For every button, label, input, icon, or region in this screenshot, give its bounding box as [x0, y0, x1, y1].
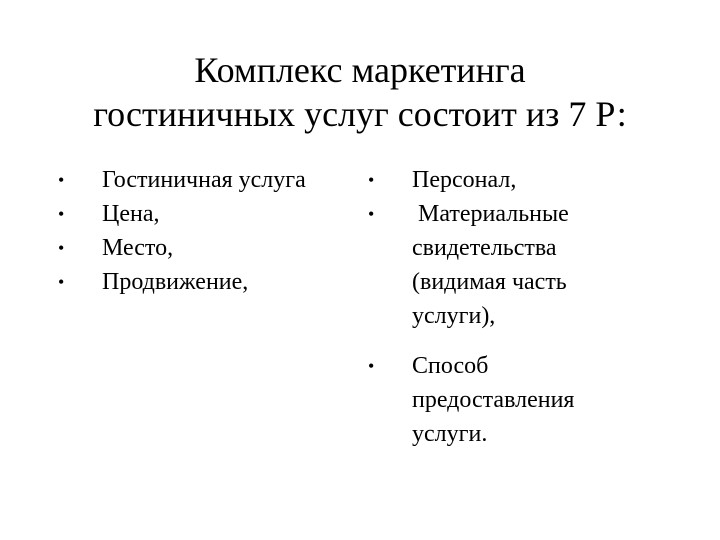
list-item-text: Место,: [102, 235, 174, 261]
list-item-product: [58, 163, 358, 197]
list-item-text-line-1: Материальные: [412, 201, 569, 227]
list-item-text-line-4: услуги),: [412, 303, 496, 329]
slide-title-line-2: гостиничных услуг состоит из 7 Р:: [93, 94, 627, 134]
list-item-text-line-2: предоставления: [412, 387, 575, 413]
bullet-icon: •: [368, 204, 375, 224]
bullet-icon: •: [368, 356, 375, 376]
list-item-place: [58, 231, 358, 265]
list-item-text-line-1: Способ: [412, 353, 489, 379]
bullet-icon: •: [58, 272, 65, 292]
bullet-icon: •: [58, 204, 65, 224]
list-item-promotion: [58, 265, 358, 299]
list-item-text: Цена,: [102, 201, 160, 227]
bullet-list-right: [368, 163, 668, 451]
list-item-text: Продвижение,: [102, 269, 249, 295]
list-item-process: [368, 349, 668, 451]
list-item-physical-evidence: [368, 197, 668, 333]
bullet-icon: •: [58, 238, 65, 258]
list-item-text: Гостиничная услуга: [102, 167, 306, 193]
list-spacer: [368, 333, 668, 349]
bullet-icon: •: [58, 170, 65, 190]
list-item-text-line-2: свидетельства: [412, 235, 557, 261]
bullet-icon: •: [368, 170, 375, 190]
bullet-list-left: [58, 163, 358, 299]
slide-title: [0, 48, 720, 136]
list-item-personnel: [368, 163, 668, 197]
slide-title-line-1: Комплекс маркетинга: [194, 50, 526, 90]
list-item-text-line-3: (видимая часть: [412, 269, 567, 295]
list-item-price: [58, 197, 358, 231]
list-item-text-line-3: услуги.: [412, 421, 488, 447]
list-item-text: Персонал,: [412, 167, 517, 193]
